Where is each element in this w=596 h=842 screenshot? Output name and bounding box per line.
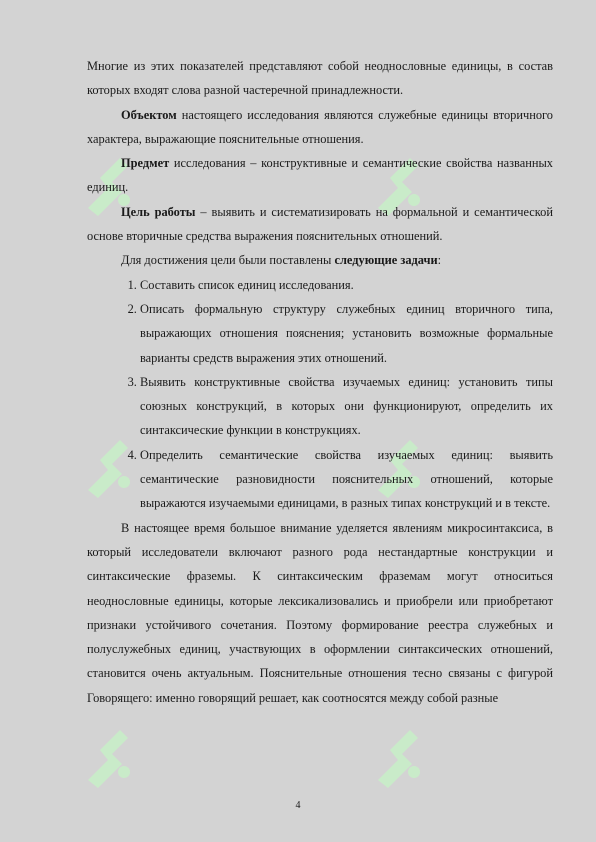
tasks-intro-bold: следующие задачи: [334, 253, 438, 268]
list-item: 4. Определить семантические свойства изучаемых единиц: выявить семантические разновидности пояснительных отношений, которые выражаются изучаемыми единицами, в разных типах конструкций и в тексте.: [140, 443, 553, 516]
watermark-logo-icon: [78, 720, 138, 790]
object-text: настоящего исследования являются служебные единицы вторичного характера, выражающие пояснительные отношения.: [87, 107, 553, 146]
subject-text: исследования – конструктивные и семантические свойства названных единиц.: [87, 156, 553, 195]
page-number: 4: [295, 800, 301, 811]
object-label: Объектом: [121, 107, 177, 122]
list-item: 2. Описать формальную структуру служебных единиц вторичного типа, выражающих отношения пояснения; установить возможные формальные варианты средств выражения этих отношений.: [140, 297, 553, 370]
tasks-intro-text: Для достижения цели были поставлены: [121, 253, 335, 268]
paragraph-goal: [87, 200, 553, 249]
list-item: 3. Выявить конструктивные свойства изучаемых единиц: установить типы союзных конструкций, в которых они функционируют, определить их синтаксические функции в конструкциях.: [140, 370, 553, 443]
subject-label: Предмет: [121, 156, 170, 171]
paragraph-microsyntax: В настоящее время большое внимание уделяется явлениям микросинтаксиса, в который исследователи включают разного рода нестандартные конструкции и синтаксические фраземы. К синтаксическим фраземам могут относиться неоднословные единицы, которые лексикализовались и приобрели или приобретают признаки устойчивого сочетания. Поэтому формирование реестра служебных и полуслужебных единиц, участвующих в оформлении синтаксических отношений, становится очень актуальным. Пояснительные отношения тесно связаны с фигурой Говорящего: именно говорящий решает, как соотносятся между собой разные: [87, 520, 553, 705]
goal-label: Цель работы: [121, 204, 196, 219]
list-item: 1. Составить список единиц исследования.: [140, 273, 553, 297]
body-text: [87, 54, 553, 710]
paragraph-tasks-intro: [87, 248, 553, 272]
tasks-intro-colon: :: [437, 253, 442, 268]
goal-text: – выявить и систематизировать на формальной и семантической основе вторичные средства выражения пояснительных отношений.: [87, 204, 553, 244]
watermark-logo-icon: [368, 720, 428, 790]
tasks-list: [87, 273, 553, 516]
paragraph-object: [87, 103, 553, 152]
paragraph-intro: Многие из этих показателей представляют собой неоднословные единицы, в состав которых входят слова разной частеречной принадлежности.: [87, 59, 553, 98]
paragraph-subject: [87, 151, 553, 200]
